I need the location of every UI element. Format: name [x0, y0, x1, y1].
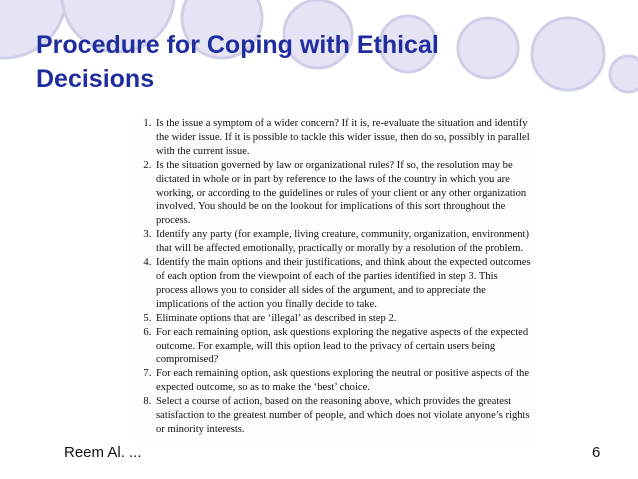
- slide-title: Procedure for Coping with Ethical Decisions: [36, 31, 439, 93]
- footer-author: Reem Al. ...: [64, 442, 146, 461]
- procedure-step: 8. Select a course of action, based on the reasoning above, which provides the greatest satisfaction to the greatest number of people, and which does not violate anyone’s rights or minority interests.: [154, 395, 532, 437]
- circle-decoration: [610, 56, 638, 92]
- procedure-step: 2. Is the situation governed by law or organizational rules? If so, the resolution may be dictated in whole or in part by reference to the laws of the country in which you are working, or according to the guidelines or rules of your client or any other organization involved. You should be on the lookout for implications of this sort throughout the process.: [154, 159, 532, 229]
- procedure-step: 3. Identify any party (for example, living creature, community, organization, environment) that will be affected emotionally, practically or morally by a resolution of the problem.: [154, 228, 532, 256]
- procedure-steps: [132, 117, 532, 437]
- scanned-procedure-list: [132, 117, 532, 447]
- procedure-step: 7. For each remaining option, ask questions exploring the neutral or positive aspects of the expected outcome, so as to make the ‘best’ choice.: [154, 367, 532, 395]
- procedure-step: 5. Eliminate options that are ‘illegal’ as described in step 2.: [154, 312, 532, 326]
- procedure-step: 6. For each remaining option, ask questions exploring the negative aspects of the expected outcome. For example, will this option lead to the privacy of certain users being compromised?: [154, 326, 532, 368]
- procedure-step: 4. Identify the main options and their justifications, and think about the expected outcomes of each option from the viewpoint of each of the parties identified in step 3. This process allows you to consider all sides of the argument, and to appreciate the implications of the action you finally decide to take.: [154, 256, 532, 312]
- page-number: 6: [592, 444, 601, 461]
- procedure-step: 1. Is the issue a symptom of a wider concern? If it is, re-evaluate the situation and identify the wider issue. If it is possible to tackle this wider issue, then do so, possibly in parallel with the current issue.: [154, 117, 532, 159]
